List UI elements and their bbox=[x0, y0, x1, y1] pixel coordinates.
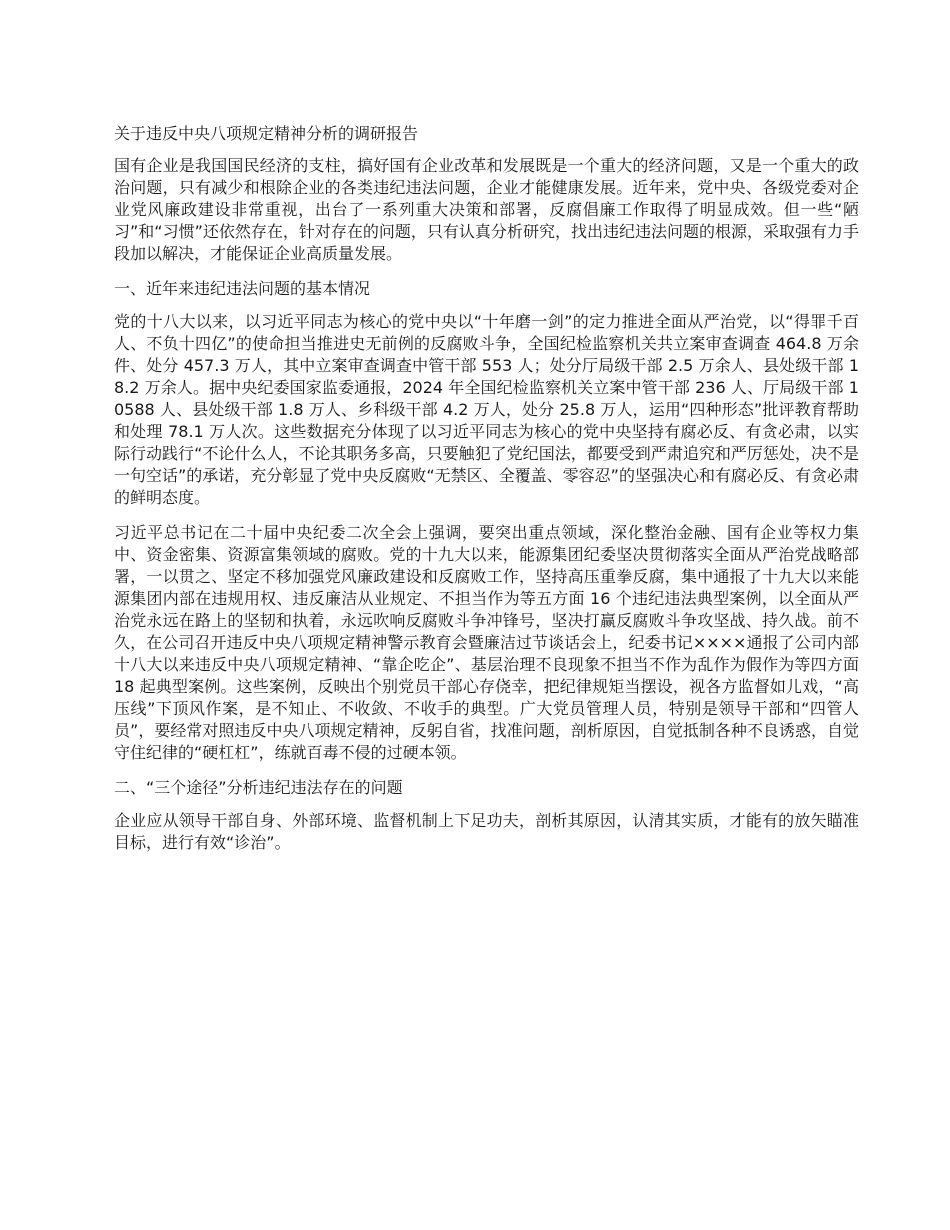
section-1-paragraph-1: 党的十八大以来，以习近平同志为核心的党中央以“十年磨一剑”的定力推进全面从严治党，以“得罪千百人、不负十四亿”的使命担当推进史无前例的反腐败斗争，全国纪检监察机关共立案审查调查 464.8 万余件、处分 457.3 万人，其中立案审查调查中管干部 553 人；处分厅局级干部 2.5 万余人、县处级干部 18.2 万余人。据中央纪委国家监委通报，2024 年全国纪检监察机关立案中管干部 236 人、厅局级干部 10588 人、县处级干部 1.8 万人、乡科级干部 4.2 万人，处分 25.8 万人，运用“四种形态”批评教育帮助和处理 78.1 万人次。这些数据充分体现了以习近平同志为核心的党中央坚持有腐必反、有贪必肃，以实际行动践行“不论什么人，不论其职务多高，只要触犯了党纪国法，都要受到严肃追究和严厉惩处，决不是一句空话”的承诺，充分彰显了党中央反腐败“无禁区、全覆盖、零容忍”的坚强决心和有腐必反、有贪必肃的鲜明态度。 bbox=[114, 312, 859, 507]
document-title: 关于违反中央八项规定精神分析的调研报告 bbox=[114, 124, 419, 143]
document-page bbox=[114, 123, 859, 867]
section-2-paragraph-1: 企业应从领导干部自身、外部环境、监督机制上下足功夫，剖析其原因，认清其实质，才能有的放矢瞄准目标，进行有效“诊治”。 bbox=[114, 811, 859, 852]
section-1-heading: 一、近年来违纪违法问题的基本情况 bbox=[114, 279, 371, 298]
intro-paragraph: 国有企业是我国国民经济的支柱，搞好国有企业改革和发展既是一个重大的经济问题，又是一个重大的政治问题，只有减少和根除企业的各类违纪违法问题，企业才能健康发展。近年来，党中央、各级党委对企业党风廉政建设非常重视，出台了一系列重大决策和部署，反腐倡廉工作取得了明显成效。但一些“陋习”和“习惯”还依然存在，针对存在的问题，只有认真分析研究，找出违纪违法问题的根源，采取强有力手段加以解决，才能保证企业高质量发展。 bbox=[114, 156, 859, 263]
section-1-paragraph-2: 习近平总书记在二十届中央纪委二次全会上强调，要突出重点领域，深化整治金融、国有企业等权力集中、资金密集、资源富集领域的腐败。党的十九大以来，能源集团纪委坚决贯彻落实全面从严治党战略部署，一以贯之、坚定不移加强党风廉政建设和反腐败工作，坚持高压重拳反腐，集中通报了十九大以来能源集团内部在违规用权、违反廉洁从业规定、不担当作为等五方面 16 个违纪违法典型案例，以全面从严治党永远在路上的坚韧和执着，永远吹响反腐败斗争冲锋号，坚决打赢反腐败斗争攻坚战、持久战。前不久，在公司召开违反中央八项规定精神警示教育会暨廉洁过节谈话会上，纪委书记××××通报了公司内部十八大以来违反中央八项规定精神、“靠企吃企”、基层治理不良现象不担当不作为乱作为假作为等四方面 18 起典型案例。这些案例，反映出个别党员干部心存侥幸，把纪律规矩当摆设，视各方监督如儿戏，“高压线”下顶风作案，是不知止、不收敛、不收手的典型。广大党员管理人员，特别是领导干部和“四管人员”，要经常对照违反中央八项规定精神，反躬自省，找准问题，剖析原因，自觉抵制各种不良诱惑，自觉守住纪律的“硬杠杠”，练就百毒不侵的过硬本领。 bbox=[114, 523, 859, 762]
section-2-heading: 二、“三个途径”分析违纪违法存在的问题 bbox=[114, 778, 403, 797]
